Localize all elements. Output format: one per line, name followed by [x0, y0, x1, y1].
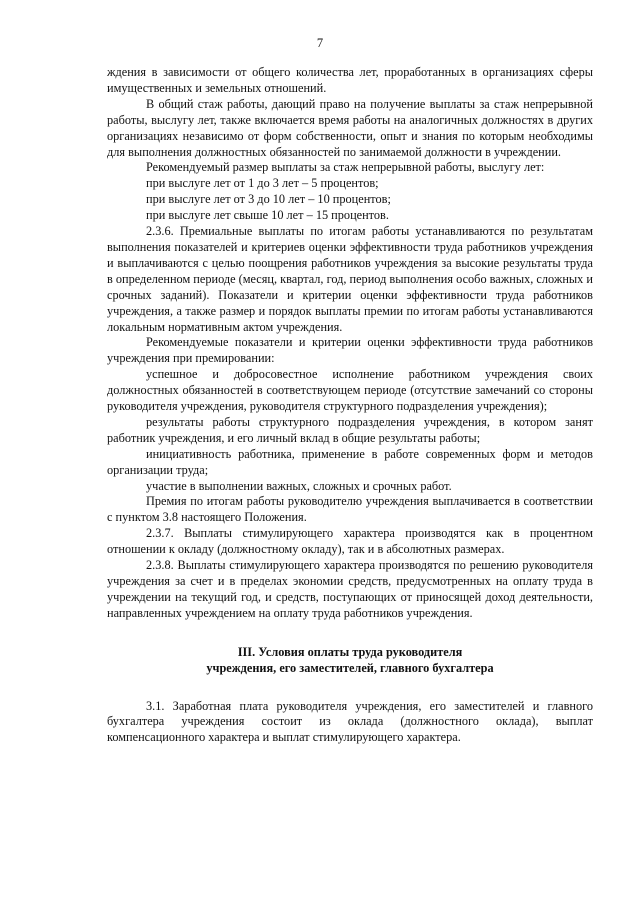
page-number: 7 [316, 36, 324, 50]
paragraph-head-bonus: Премия по итогам работы руководителю учреждения выплачивается в соответствии с пунктом 3.8 настоящего Положения. [107, 494, 593, 525]
document-body [107, 65, 593, 746]
paragraph-recommended-tenure-rate: Рекомендуемый размер выплаты за стаж непрерывной работы, выслугу лет: [146, 160, 545, 175]
clause-2-3-6: 2.3.6. Премиальные выплаты по итогам работы устанавливаются по результатам выполнения показателей и критериев оценки эффективности труда работников учреждения и выплачиваются с целью поощрения работников учреждения за высокие результаты труда в определенном периоде (месяц, квартал, год, период выполнения особо важных, сложных и срочных заданий). Показатели и критерии оценки эффективности труда работников учреждения, а также размер и порядок выплаты премии по итогам работы устанавливаются локальным нормативным актом учреждения. [107, 224, 593, 334]
clause-2-3-7: 2.3.7. Выплаты стимулирующего характера производятся как в процентном отношении к окладу (должностному окладу), так и в абсолютных размерах. [107, 526, 593, 557]
section-3-heading-line-2: учреждения, его заместителей, главного бухгалтера [206, 660, 494, 675]
paragraph-total-tenure: В общий стаж работы, дающий право на получение выплаты за стаж непрерывной работы, выслугу лет, также включается время работы на аналогичных должностях в других организациях независимо от форм собственности, опыт и знания по которым необходимы для выполнения должностных обязанностей по занимаемой должности в учреждении. [107, 96, 593, 159]
tenure-rate-item: при выслуге лет свыше 10 лет – 15 процентов. [146, 208, 389, 223]
tenure-rate-item: при выслуге лет от 3 до 10 лет – 10 процентов; [146, 192, 391, 207]
criteria-item: результаты работы структурного подразделения учреждения, в котором занят работник учреждения, и его личный вклад в общие результаты работы; [107, 414, 593, 445]
paragraph-continuation: ждения в зависимости от общего количества лет, проработанных в организациях сферы имущественных и земельных отношений. [107, 65, 593, 95]
clause-2-3-8: 2.3.8. Выплаты стимулирующего характера производятся по решению руководителя учреждения за счет и в пределах экономии средств, предусмотренных на оплату труда в учреждении на текущий год, и средств, поступающих от приносящей доход деятельности, направленных учреждением на оплату труда работников учреждения. [107, 558, 593, 620]
criteria-item: успешное и добросовестное исполнение работником учреждения своих должностных обязанностей в соответствующем периоде (отсутствие замечаний со стороны руководителя учреждения, руководителя структурного подразделения учреждения); [107, 367, 593, 414]
tenure-rate-item: при выслуге лет от 1 до 3 лет – 5 процентов; [146, 176, 379, 191]
clause-3-1: 3.1. Заработная плата руководителя учреждения, его заместителей и главного бухгалтера учреждения состоит из оклада (должностного оклада), выплат компенсационного характера и выплат стимулирующего характера. [107, 698, 593, 745]
paragraph-recommended-criteria: Рекомендуемые показатели и критерии оценки эффективности труда работников учреждения при премировании: [107, 335, 593, 366]
criteria-item: участие в выполнении важных, сложных и срочных работ. [146, 478, 452, 493]
criteria-item: инициативность работника, применение в работе современных форм и методов организации труда; [107, 446, 593, 477]
section-3-heading-line-1: III. Условия оплаты труда руководителя [237, 644, 463, 659]
section-3-heading [107, 645, 593, 677]
